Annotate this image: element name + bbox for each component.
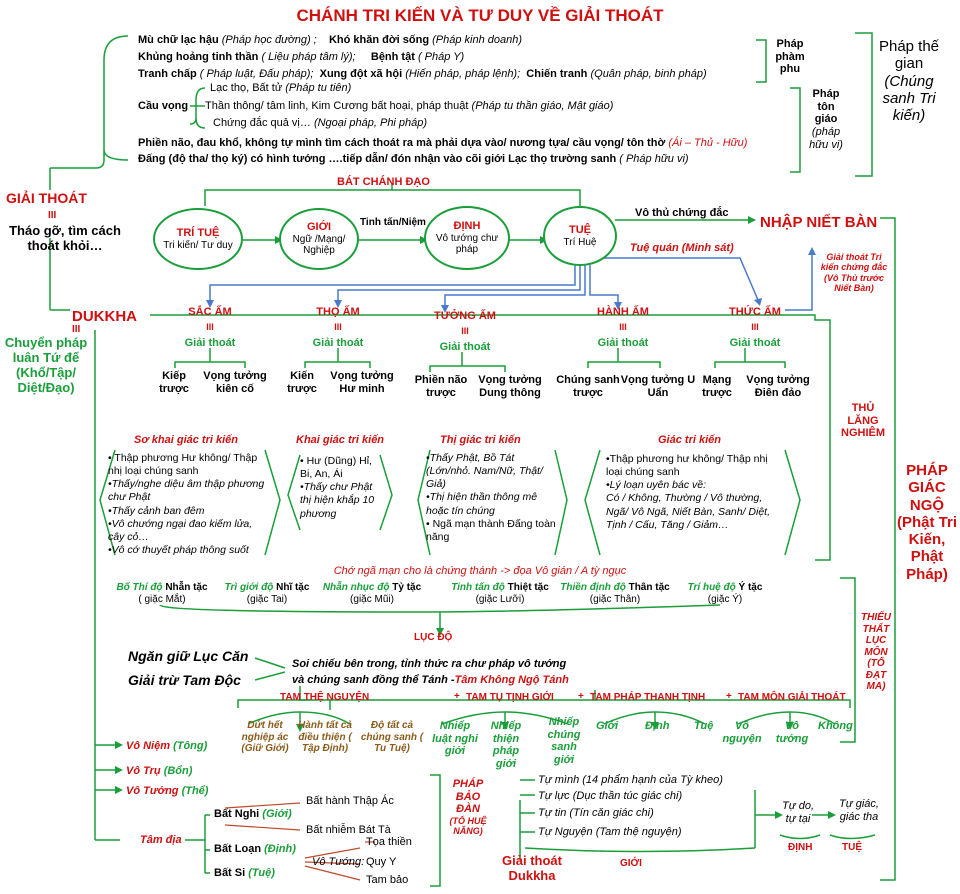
plus-3: +: [726, 691, 732, 702]
equiv-1: III: [48, 210, 57, 221]
tam-c-3: Tuệ: [694, 720, 714, 732]
phap-ton-giao: Pháp tôn giáo (pháp hữu vi): [809, 88, 843, 151]
thieu-that-luc-mon: THIẾU THẤT LỤC MÔN (TỔ ĐẠT MA): [861, 612, 891, 692]
chuyen-phap-luan: Chuyển pháp luân Tứ đế (Khổ/Tập/ Diệt/Đạo): [4, 335, 88, 395]
giac-box-4: •Thập phương hư không/ Thập nhị loại chúng sanh •Lý loạn uyên bác về: Có / Không, Thường / Vô thường, Ngã/ Vô Ngã, Niết Bàn, Sanh/ Diệt, Tịnh / Cấu, Tăng / Giảm…: [606, 453, 771, 531]
equiv-2: III: [72, 324, 81, 335]
row-1: Mù chữ lạc hậu (Pháp học đường) ; Khó khăn đời sống (Pháp kinh doanh): [138, 34, 523, 46]
tam-tu-tinh-gioi: TAM TỤ TỊNH GIỚI: [466, 692, 554, 703]
nga-man-warning: Chớ ngã mạn cho là chứng thánh -> đọa Vô gián / A tỳ ngục: [333, 565, 627, 577]
tue-quan: Tuệ quán (Minh sát): [630, 242, 734, 254]
cau-vong-1: Lạc thọ, Bất tử (Pháp tu tiên): [210, 82, 352, 94]
vo-niem: Vô Niệm (Tông): [126, 740, 208, 752]
bat-chanh-dao: BÁT CHÁNH ĐẠO: [337, 176, 430, 188]
giac-title-3: Thị giác tri kiến: [440, 434, 521, 446]
row-6: Đấng (độ tha/ thọ ký) có hình tướng ….tiếp dẫn/ đón nhận vào cõi giới Lạc thọ trường sanh ( Pháp hữu vi): [138, 153, 689, 165]
dukkha-label: DUKKHA: [72, 308, 137, 325]
row-2: Khủng hoảng tinh thần ( Liệu pháp tâm lý); Bệnh tật ( Pháp Y): [138, 51, 465, 63]
circle-dinh: ĐỊNH Vô tướng chư pháp: [424, 206, 510, 270]
cau-vong-2: Thần thông/ tâm linh, Kim Cương bất hoại, pháp thuật (Pháp tu thần giáo, Mật giáo): [205, 100, 614, 112]
phap-the-gian: Pháp thế gian (Chúng sanh Tri kiến): [878, 38, 940, 124]
cau-vong-label: Cầu vọng: [138, 100, 189, 112]
gioi-label: GIỚI: [620, 858, 642, 869]
tam-c-2: Định: [645, 720, 670, 732]
circle-tri-tue: TRÍ TUỆ Tri kiến/ Tư duy: [153, 208, 243, 270]
ngan-giu-luc-can: Ngăn giữ Lục Căn: [128, 648, 249, 664]
bat-si: Bất Si (Tuệ): [214, 867, 275, 879]
tam-d-2: Vô tướng: [775, 720, 809, 745]
toa-thien: Tọa thiền: [366, 836, 412, 848]
giai-tru-tam-doc: Giải trừ Tam Độc: [128, 672, 241, 688]
page-title: CHÁNH TRI KIẾN VÀ TƯ DUY VỀ GIẢI THOÁT: [296, 6, 664, 25]
giac-title-1: Sơ khai giác tri kiến: [134, 434, 238, 446]
luc-do-label: LỤC ĐỘ: [414, 632, 453, 643]
tu-giac-giac-tha: Tự giác, giác tha: [839, 798, 879, 823]
soi-chieu-2: và chúng sanh đồng thể Tánh -Tâm Không Ngộ Tánh: [292, 674, 569, 686]
giai-thoat-dukkha: Giải thoát Dukkha: [502, 853, 562, 883]
tam-a-3: Độ tất cả chúng sanh ( Tu Tuệ): [360, 720, 424, 754]
giac-title-4: Giác tri kiến: [658, 434, 721, 446]
bat-loan: Bất Loạn (Định): [214, 843, 296, 855]
tinh-tan-niem: Tinh tấn/Niệm: [360, 217, 426, 228]
tam-phap-thanh-tinh: TAM PHÁP THANH TỊNH: [590, 692, 706, 703]
phap-bao-dan: PHÁP BẢO ĐÀN (TỔ HUỆ NĂNG): [449, 778, 487, 837]
phap-pham-phu: Pháp phàm phu: [775, 38, 805, 76]
circle-gioi: GIỚI Ngữ /Mạng/ Nghiệp: [279, 208, 359, 270]
giai-thoat-tri-kien: Giải thoát Tri kiến chứng đắc (Vô Thủ trước Niết Bàn): [820, 252, 888, 294]
plus-2: +: [578, 691, 584, 702]
nhap-niet-ban: NHẬP NIẾT BÀN: [760, 214, 878, 231]
tu-nguyen: Tự Nguyện (Tam thệ nguyện): [538, 826, 682, 838]
tu-do-tu-tai: Tự do, tự tại: [781, 800, 815, 825]
tam-bao: Tam bảo: [366, 874, 409, 886]
giai-thoat-label: GIẢI THOÁT: [6, 190, 87, 206]
thu-lang-nghiem: THỦ LĂNG NGHIÊM: [841, 402, 885, 440]
bat-nghi: Bất Nghi (Giới): [214, 808, 292, 820]
tam-b-2: Nhiếp thiện pháp giới: [490, 720, 522, 770]
phap-giac-ngo: PHÁP GIÁC NGỘ (Phật Tri Kiến, Phật Pháp): [896, 462, 957, 583]
giac-box-3: •Thấy Phật, Bồ Tát (Lớn/nhỏ. Nam/Nữ, Thật/ Giả) •Thị hiện thần thông mê hoặc tín chúng • Ngã mạn thành Đấng toàn năng: [426, 452, 556, 543]
tam-b-1: Nhiếp luật nghi giới: [432, 720, 478, 758]
bat-nhiem-bat-ta: Bất nhiễm Bát Tà: [306, 824, 391, 836]
dinh-label: ĐỊNH: [788, 842, 813, 853]
vo-tru: Vô Trụ (Bổn): [126, 765, 193, 777]
cau-vong-3: Chứng đắc quả vị… (Ngoại pháp, Phi pháp): [213, 117, 428, 129]
soi-chieu-1: Soi chiếu bên trong, tỉnh thức ra chư pháp vô tướng: [292, 658, 567, 670]
giac-box-2: • Hư (Dũng) Hỉ, Bi, An, Ái •Thấy chư Phật thị hiện khắp 10 phương: [300, 455, 375, 520]
quy-y: Quy Y: [366, 856, 397, 868]
tam-the-nguyen: TAM THỆ NGUYỆN: [280, 692, 370, 703]
tam-d-3: Không: [818, 720, 853, 732]
tam-c-1: Giới: [596, 720, 619, 732]
tam-a-1: Dứt hết nghiệp ác (Giữ Giới): [241, 720, 289, 754]
tam-dia: Tâm địa: [140, 834, 182, 846]
tam-b-3: Nhiếp chúng sanh giới: [547, 716, 581, 766]
tam-mon-giai-thoat: TAM MÔN GIẢI THOÁT: [738, 692, 846, 703]
giac-box-1: • Thập phương Hư không/ Thập nhị loại chúng sanh •Thấy/nghe diệu âm thập phương chư Phật •Thấy cảnh ban đêm •Vô chướng ngại đao kiếm lửa, cây cỏ… •Vô cớ thuyết pháp thông suốt: [108, 452, 265, 556]
tue-label: TUỆ: [842, 842, 862, 853]
vo-thu-chung-dac: Vô thủ chứng đắc: [635, 207, 729, 219]
thao-go-label: Tháo gỡ, tìm cách thoát khỏi…: [9, 223, 121, 253]
tam-a-2: Hành tất cả điều thiện ( Tập Định): [298, 720, 352, 754]
giac-title-2: Khai giác tri kiến: [296, 434, 385, 446]
bat-hanh-thap-ac: Bất hành Thập Ác: [306, 795, 394, 807]
row-3: Tranh chấp ( Pháp luật, Đấu pháp); Xung đột xã hội (Hiến pháp, pháp lệnh); Chiến tranh (Quân pháp, binh pháp): [138, 68, 707, 80]
tu-minh: Tự mình (14 phẩm hạnh của Tỳ kheo): [538, 774, 723, 786]
circle-tue: TUỆ Trí Huệ: [543, 206, 617, 266]
row-5: Phiền não, đau khổ, không tự mình tìm cách thoát ra mà phải dựa vào/ nương tựa/ cầu vọng/ tôn thờ (Ái – Thủ - Hữu): [138, 137, 748, 149]
tu-tin: Tự tin (Tín căn giác chi): [538, 807, 654, 819]
vo-tuong-2: Vô Tướng:: [312, 856, 365, 868]
tam-d-1: Vô nguyện: [722, 720, 762, 745]
tu-luc: Tự lực (Dục thần túc giác chi): [538, 790, 683, 802]
vo-tuong: Vô Tướng (Thể): [126, 785, 209, 797]
plus-1: +: [454, 691, 460, 702]
